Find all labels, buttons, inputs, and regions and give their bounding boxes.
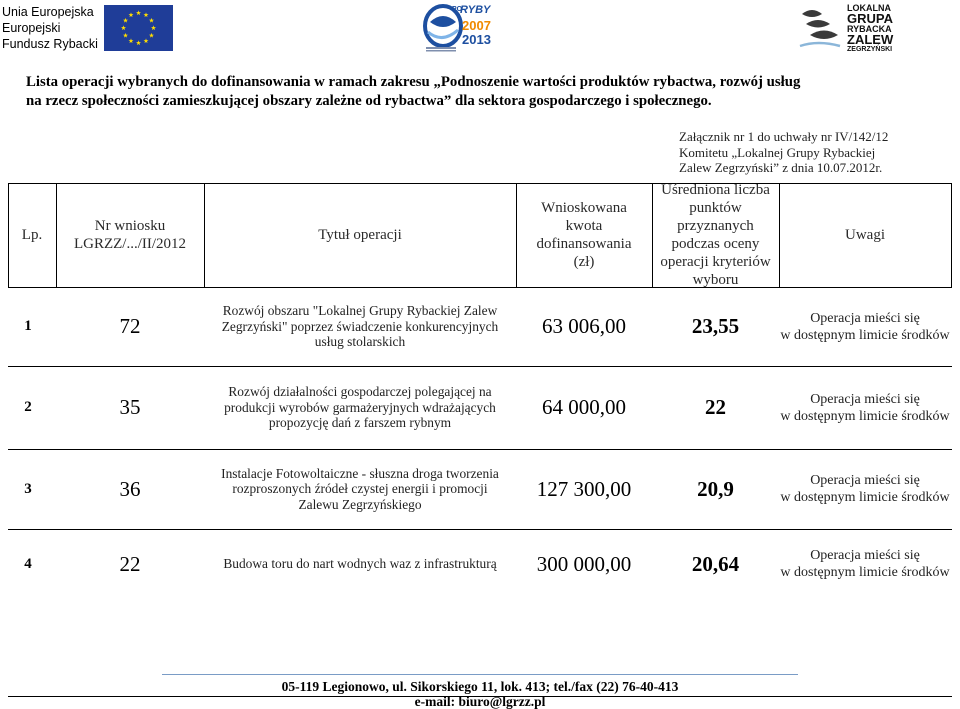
row-tytul-line: Instalacje Fotowoltaiczne - słuszna droga tworzenia (221, 465, 499, 481)
row-uwagi-line: Operacja mieści się (810, 310, 920, 326)
title-line: Lista operacji wybranych do dofinansowania w ramach zakresu „Podnoszenie wartości produktów rybactwa, rozwój usług (26, 74, 801, 90)
lgr-text-line: RYBACKA (847, 24, 892, 34)
row-tytul-line: Budowa toru do nart wodnych waz z infrastrukturą (223, 556, 497, 572)
row-punkty: 20,9 (697, 476, 734, 501)
row-punkty: 23,55 (691, 314, 740, 338)
row-tytul-line: Rozwój działalności gospodarczej polegającej na (228, 384, 492, 400)
row-kwota: 64 000,00 (542, 395, 626, 419)
row-uwagi-line: w dostępnym limicie środków (780, 490, 950, 505)
footer-email: e-mail: biuro@lgrzz.pl (414, 694, 546, 709)
row-lp: 4 (24, 555, 32, 572)
po-ryby-logo (422, 2, 499, 52)
header-kwota-line: Wnioskowana (541, 200, 627, 216)
row-lp: 2 (24, 399, 32, 415)
header-punkty-line: operacji kryteriów (660, 254, 771, 270)
header-nr-wniosku (56, 183, 204, 287)
row-uwagi-line: w dostępnym limicie środków (780, 408, 950, 424)
row-nr-wniosku: 36 (119, 476, 141, 501)
eu-text-line: Unia Europejska (2, 5, 94, 19)
lgr-text-line: LOKALNA (847, 3, 891, 13)
row-uwagi-line: w dostępnym limicie środków (780, 327, 950, 343)
header-nr-line: Nr wniosku (94, 218, 166, 234)
header-nr-line: LGRZZ/.../II/2012 (73, 236, 187, 252)
header-uwagi: Uwagi (845, 227, 885, 243)
row-tytul-line: produkcji wyrobów garmażeryjnych wdrażających (224, 399, 496, 415)
header-kwota (516, 183, 652, 287)
annex-line: Komitetu „Lokalnej Grupy Rybackiej (679, 144, 876, 160)
row-lp: 3 (24, 480, 32, 497)
row-nr-wniosku: 35 (119, 395, 141, 419)
eu-text-line: Fundusz Rybacki (2, 37, 98, 51)
header-tytul: Tytuł operacji (318, 227, 402, 243)
operations-table (8, 183, 952, 696)
annex-note (679, 129, 888, 176)
row-tytul (204, 366, 516, 449)
header-punkty-line: punktów (689, 200, 742, 216)
eu-fund-label (2, 4, 98, 52)
row-tytul-line: Zalewu Zegrzyńskiego (298, 496, 422, 512)
row-punkty: 20,64 (691, 551, 740, 576)
row-tytul (204, 529, 516, 599)
row-uwagi (779, 366, 951, 449)
header-kwota-line: dofinansowania (536, 236, 632, 252)
header-punkty-line: wyboru (692, 272, 739, 288)
footer-divider (162, 674, 798, 675)
row-uwagi (779, 449, 951, 529)
title-line: na rzecz społeczności zamieszkującej obszary zależne od rybactwa” dla sektora gospodarczego i społecznego. (26, 93, 712, 109)
row-uwagi-line: Operacja mieści się (810, 548, 920, 563)
row-uwagi-line: w dostępnym limicie środków (780, 565, 950, 580)
row-lp: 1 (24, 318, 32, 334)
row-tytul-line: Zegrzyński" poprzez świadczenie konkurencyjnych (221, 318, 499, 334)
row-tytul (204, 449, 516, 529)
row-tytul-line: rozproszonych źródeł czystej energii i promocji (232, 481, 488, 497)
header-kwota-line: kwota (565, 218, 603, 234)
lgr-fish-icon (798, 4, 844, 50)
poryby-ryby-text: RYBY (460, 4, 491, 16)
header-punkty-line: podczas oceny (671, 236, 760, 252)
eu-flag-logo (104, 5, 173, 51)
header-punkty-line: Uśredniona liczba (661, 182, 770, 198)
row-kwota: 63 006,00 (542, 314, 626, 338)
poryby-year-start: 2007 (462, 18, 491, 33)
row-tytul-line: propozycję dań z farszem rybnym (268, 415, 452, 431)
eu-text-line: Europejski (2, 21, 61, 35)
lgr-logo-text (847, 3, 893, 54)
row-uwagi (779, 529, 951, 599)
lgr-text-line: ZALEW (847, 32, 894, 47)
poryby-po-text: PO (452, 6, 463, 13)
poryby-year-end: 2013 (462, 32, 491, 47)
footer-address: 05-119 Legionowo, ul. Sikorskiego 11, lok. 413; tel./fax (22) 76-40-413 (281, 679, 679, 694)
row-tytul-line: usług stolarskich (314, 334, 406, 350)
footer-contact (0, 679, 960, 709)
row-tytul (204, 287, 516, 366)
row-nr-wniosku: 22 (119, 551, 141, 576)
header-kwota-line: (zł) (573, 254, 595, 270)
lgr-text-line: ZEGRZYŃSKI (847, 46, 893, 53)
row-uwagi-line: Operacja mieści się (810, 473, 920, 488)
row-uwagi (779, 287, 951, 366)
header-punkty-line: przyznanych (677, 218, 754, 234)
annex-line: Zalew Zegrzyński” z dnia 10.07.2012r. (679, 160, 883, 175)
annex-line: Załącznik nr 1 do uchwały nr IV/142/12 (679, 129, 889, 144)
row-kwota: 300 000,00 (536, 551, 632, 576)
document-title (26, 73, 906, 111)
row-punkty: 22 (705, 395, 726, 419)
row-tytul-line: Rozwój obszaru "Lokalnej Grupy Rybackiej Zalew (222, 303, 498, 319)
header-punkty (652, 183, 779, 287)
lgr-text-line: GRUPA (847, 11, 893, 26)
row-uwagi-line: Operacja mieści się (810, 391, 920, 407)
header-lp: Lp. (21, 227, 43, 243)
row-kwota: 127 300,00 (536, 476, 632, 501)
row-nr-wniosku: 72 (119, 314, 141, 338)
